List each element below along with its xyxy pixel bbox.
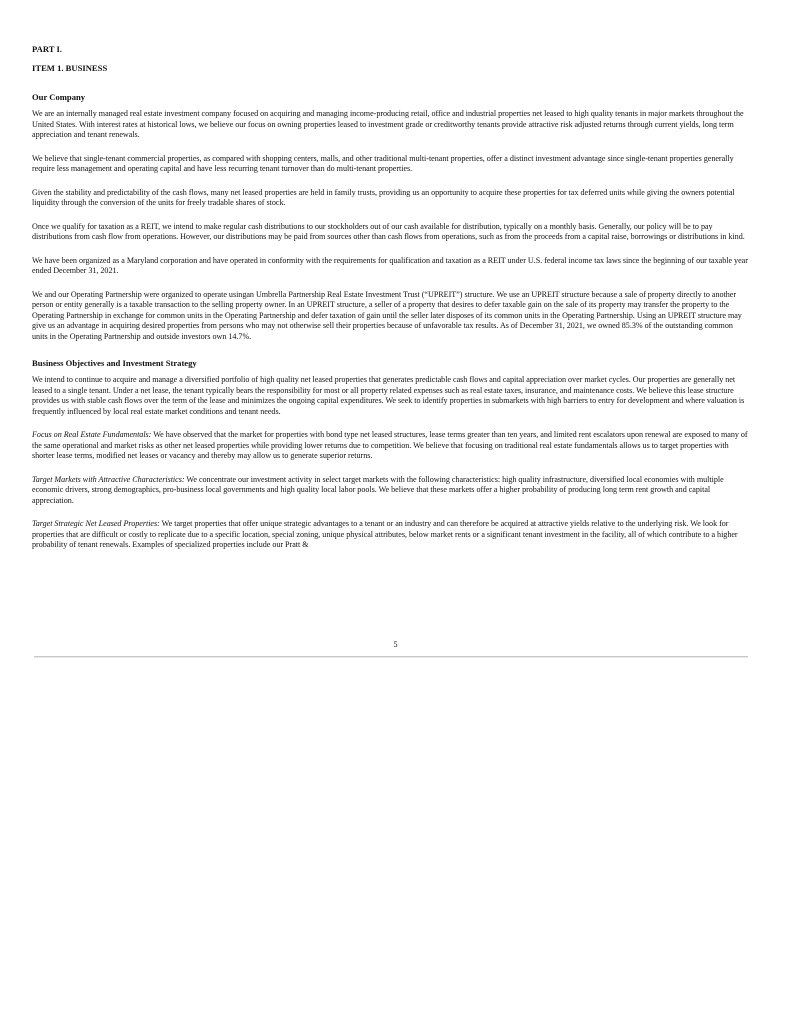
item-heading: ITEM 1. BUSINESS — [32, 63, 108, 73]
part-heading: PART I. — [32, 44, 62, 54]
strategy-item-text: We concentrate our investment activity in select target markets with the following characteristics: high quality infrastructure, diversified local economies with multiple economic drivers, strong demographics, pro-business local governments and high quality local labor pools. We believe that these markets offer a higher probability of producing long term rent growth and capital appreciation. — [32, 474, 724, 505]
document-page — [32, 40, 748, 564]
strategy-item-label: Target Markets with Attractive Characteristics: — [32, 474, 185, 484]
paragraph: We have been organized as a Maryland corporation and have operated in conformity with the requirements for qualification and taxation as a REIT under U.S. federal income tax laws since the beginning of our taxable year ended December 31, 2021. — [32, 255, 748, 275]
section-heading-strategy: Business Objectives and Investment Strategy — [32, 358, 197, 368]
paragraph: We believe that single-tenant commercial properties, as compared with shopping centers, malls, and other traditional multi-tenant properties, offer a distinct investment advantage since single-tenant properties generally require less management and operating capital and have less recurring tenant turnover than do multi-tenant properties. — [32, 153, 734, 173]
paragraph: Given the stability and predictability of the cash flows, many net leased properties are held in family trusts, providing us an opportunity to acquire these properties for tax deferred units while giving the owners potential liquidity through the conversion of the units for freely tradable shares of stock. — [32, 187, 735, 207]
paragraph: Once we qualify for taxation as a REIT, we intend to make regular cash distributions to our stockholders out of our cash available for distribution, typically on a monthly basis. Generally, our policy will be to pay distributions from cash flow from operations. However, our distributions may be paid from sources other than cash flows from operations, such as from the proceeds from a capital raise, borrowings or distributions in kind. — [32, 221, 745, 241]
page-divider — [34, 656, 748, 657]
page-number: 5 — [393, 640, 398, 649]
strategy-item-label: Focus on Real Estate Fundamentals: — [32, 430, 152, 439]
strategy-item-label: Target Strategic Net Leased Properties: — [32, 519, 160, 528]
strategy-item — [32, 519, 748, 551]
strategy-item — [32, 475, 748, 507]
section-heading-our-company: Our Company — [32, 92, 86, 102]
strategy-item-text: We target properties that offer unique strategic advantages to a tenant or an industry and can therefore be acquired at attractive yields relative to the underlying risk. We look for properties that are difficult or costly to replicate due to a specific location, special zoning, unique physical attributes, below market rents or a significant tenant investment in the facility, all of which contribute to a higher probability of tenant renewals. Examples of specialized properties include our Pratt & — [32, 519, 738, 549]
paragraph: We and our Operating Partnership were organized to operate usingan Umbrella Partnership Real Estate Investment Trust (“UPREIT”) structure. We use an UPREIT structure because a sale of property directly to another person or entity generally is a taxable transaction to the selling property owner. In an UPREIT structure, a seller of a property that desires to defer taxable gain on the sale of its property may transfer the property to the Operating Partnership in exchange for common units in the Operating Partnership and defer taxation of gain until the seller later disposes of its common units in the Operating Partnership. Using an UPREIT structure may give us an advantage in acquiring desired properties from persons who may not otherwise sell their properties because of unfavorable tax results. As of December 31, 2021, we owned 85.3% of the outstanding common units in the Operating Partnership and outside investors own 14.7%. — [32, 289, 742, 341]
strategy-item — [32, 430, 748, 462]
paragraph: We intend to continue to acquire and manage a diversified portfolio of high quality net leased properties that generates predictable cash flows and capital appreciation over market cycles. Our properties are generally net leased to a single tenant. Under a net lease, the tenant typically bears the responsibility for most or all property related expenses such as real estate taxes, insurance, and maintenance costs. We believe this lease structure provides us with stable cash flows over the term of the lease and minimizes the ongoing capital expenditures. We seek to identify properties in submarkets with high barriers to entry for development and where valuation is frequently influenced by local real estate market conditions and tenant needs. — [32, 375, 745, 416]
paragraph: We are an internally managed real estate investment company focused on acquiring and managing income-producing retail, office and industrial properties net leased to high quality tenants in major markets throughout the United States. With interest rates at historical lows, we believe our focus on owning properties leased to investment grade or creditworthy tenants provide attractive risk adjusted returns through current yields, long term appreciation and tenant renewals. — [32, 109, 744, 139]
strategy-item-text: We have observed that the market for properties with bond type net leased structures, lease terms greater than ten years, and limited rent escalators upon renewal are exposed to many of the same operational and market risks as other net leased properties while providing lower returns due to competition. We believe that focusing on traditional real estate fundamentals allows us to target properties with shorter lease terms, modified net leases or vacancy and thereby may allow us to generate superior returns. — [32, 430, 748, 460]
